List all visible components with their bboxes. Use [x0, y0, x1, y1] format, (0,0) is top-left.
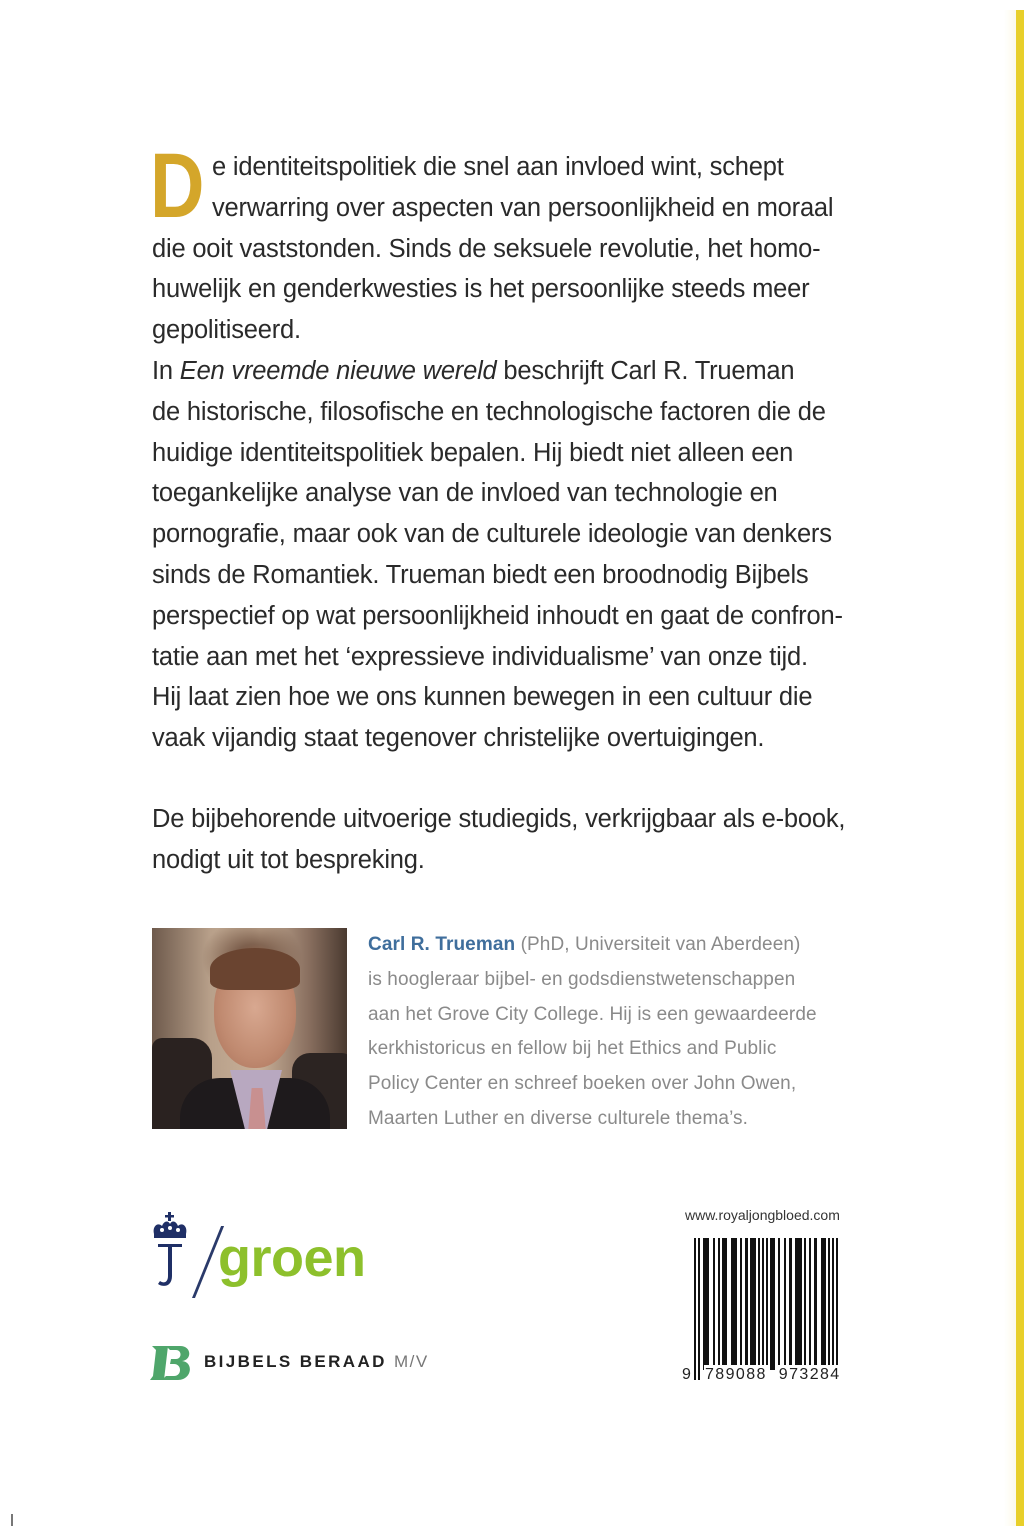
- imprint-name: groen: [218, 1228, 366, 1288]
- blurb-line: vaak vijandig staat tegenover christelijke overtuigingen.: [152, 724, 765, 753]
- bb-monogram-icon: [150, 1342, 192, 1382]
- blurb-line: [152, 351, 892, 392]
- bio-text: (PhD, Universiteit van Aberdeen): [515, 934, 801, 955]
- spine-stripe: [1016, 10, 1024, 1526]
- blurb-line: e identiteitspolitiek die snel aan invloed wint, schept: [212, 153, 784, 181]
- series-name: [204, 1351, 429, 1373]
- blurb-text: In: [152, 356, 180, 385]
- bio-line: [368, 928, 898, 963]
- blurb-line: nodigt uit tot bespreking.: [152, 845, 425, 874]
- crown-j-icon: [150, 1212, 190, 1292]
- blurb-paragraph-1: [150, 135, 892, 351]
- blurb-paragraph-3: [152, 799, 892, 881]
- publisher-url: www.royaljongbloed.com: [685, 1207, 840, 1223]
- blurb-line: huwelijk en genderkwesties is het persoonlijke steeds meer: [152, 275, 810, 304]
- photo-hair: [210, 948, 300, 990]
- author-bio: [368, 928, 898, 1137]
- blurb-line: sinds de Romantiek. Trueman biedt een broodnodig Bijbels: [152, 560, 809, 589]
- paragraph-gap: [152, 759, 892, 799]
- series-title: BIJBELS BERAAD: [204, 1352, 387, 1371]
- bio-line: is hoogleraar bijbel- en godsdienstwetenschappen: [368, 968, 796, 990]
- blurb-line: gepolitiseerd.: [152, 316, 301, 345]
- barcode-bar: [795, 1238, 802, 1370]
- back-cover-blurb: [150, 135, 892, 881]
- blurb-text: beschrijft Carl R. Trueman: [496, 356, 795, 385]
- drop-cap: D: [150, 135, 205, 237]
- blurb-line: De bijbehorende uitvoerige studiegids, verkrijgbaar als e-book,: [152, 804, 846, 833]
- blurb-line: toegankelijke analyse van de invloed van technologie en: [152, 479, 778, 508]
- blurb-line: Hij laat zien hoe we ons kunnen bewegen in een cultuur die: [152, 683, 813, 712]
- blurb-line: huidige identiteitspolitiek bepalen. Hij biedt niet alleen een: [152, 438, 794, 467]
- blurb-line: perspectief op wat persoonlijkheid inhoudt en gaat de confron-: [152, 601, 843, 630]
- barcode-bars: [694, 1238, 874, 1380]
- isbn-number: [682, 1365, 882, 1385]
- author-name: Carl R. Trueman: [368, 934, 516, 955]
- isbn-lead-digit: 9: [682, 1366, 693, 1383]
- isbn-barcode: [680, 1205, 880, 1390]
- blurb-paragraph-2: [152, 351, 892, 759]
- series-logo-bijbels-beraad: [150, 1340, 490, 1384]
- isbn-group-1: 789088: [705, 1366, 767, 1383]
- blurb-line: verwarring over aspecten van persoonlijkheid en moraal: [212, 193, 834, 222]
- bio-line: Policy Center en schreef boeken over John Owen,: [368, 1073, 797, 1095]
- bio-line: aan het Grove City College. Hij is een gewaardeerde: [368, 1003, 817, 1025]
- bio-line: Maarten Luther en diverse culturele thema’s.: [368, 1107, 749, 1129]
- bio-line: kerkhistoricus en fellow bij het Ethics and Public: [368, 1038, 777, 1060]
- barcode-bar: [836, 1238, 838, 1380]
- author-photo: [152, 928, 347, 1129]
- blurb-line: de historische, filosofische en technologische factoren die de: [152, 397, 826, 426]
- publisher-logo-groen: [150, 1212, 390, 1292]
- blurb-line: die ooit vaststonden. Sinds de seksuele revolutie, het homo-: [152, 234, 821, 263]
- crop-mark: [11, 1514, 13, 1526]
- blurb-line: tatie aan met het ‘expressieve individualisme’ van onze tijd.: [152, 642, 808, 671]
- series-suffix: M/V: [393, 1352, 429, 1371]
- blurb-line: pornografie, maar ook van de culturele ideologie van denkers: [152, 520, 832, 549]
- isbn-group-2: 973284: [778, 1366, 841, 1383]
- book-title: Een vreemde nieuwe wereld: [179, 356, 497, 385]
- spine-shadow: [1004, 10, 1016, 1526]
